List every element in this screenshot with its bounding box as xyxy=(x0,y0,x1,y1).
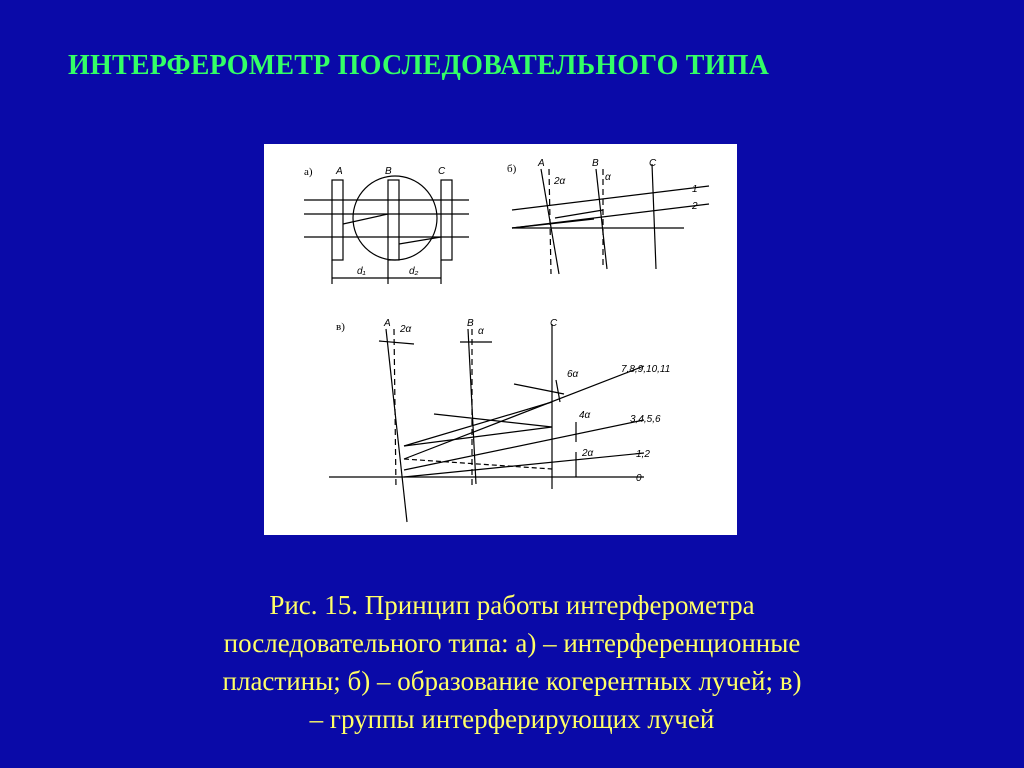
panel-v-angle-4a: 4α xyxy=(579,410,591,421)
panel-a-aperture-circle xyxy=(353,176,437,260)
panel-v-plate-c-label: C xyxy=(550,318,558,329)
panel-v-angle-2a-lower: 2α xyxy=(582,448,594,459)
panel-a-plate-a-label: A xyxy=(336,166,343,177)
panel-a-plate-a xyxy=(332,180,343,260)
panel-v-ray-group-1-2 xyxy=(404,453,644,477)
caption-line-3: пластины; б) – образование когерентных лучей; в) xyxy=(222,666,802,696)
panel-b-plate-b xyxy=(596,169,607,269)
panel-b-plate-c-label: C xyxy=(649,158,657,169)
panel-a-plate-b-label: B xyxy=(385,166,392,177)
panel-a xyxy=(304,166,469,284)
caption-line-1: Рис. 15. Принцип работы интерферометра xyxy=(269,590,755,620)
panel-b-angle-2a: 2α xyxy=(554,176,566,187)
caption-line-4: – группы интерферирующих лучей xyxy=(309,704,715,734)
panel-v-plate-a-label: A xyxy=(384,318,391,329)
panel-b-angle-a: α xyxy=(605,172,611,183)
panel-b-label: б) xyxy=(507,163,517,175)
panel-v-group-3-6-label: 3,4,5,6 xyxy=(630,414,661,425)
panel-v-group-0-label: 0 xyxy=(636,473,642,484)
panel-b-ray-2-label: 2 xyxy=(692,201,698,212)
panel-a-d2-label: d₂ xyxy=(409,266,419,277)
panel-v xyxy=(329,318,670,522)
figure-caption xyxy=(80,586,944,738)
panel-v-group-1-2-label: 1,2 xyxy=(636,449,650,460)
panel-b-plate-c xyxy=(652,164,656,269)
panel-v-label: в) xyxy=(336,321,345,333)
panel-b-plate-a-normal xyxy=(549,169,551,274)
panel-a-reflected-ray xyxy=(343,214,388,224)
panel-v-group-7-11-label: 7,8,9,10,11 xyxy=(621,364,671,375)
panel-b-incident-ray xyxy=(512,219,594,228)
slide-title: ИНТЕРФЕРОМЕТР ПОСЛЕДОВАТЕЛЬНОГО ТИПА xyxy=(68,50,770,81)
panel-a-d1-label: d₁ xyxy=(357,266,366,277)
interferometer-diagram xyxy=(264,144,737,535)
panel-v-angle-mark-a xyxy=(379,341,414,344)
panel-a-plate-b xyxy=(388,180,399,260)
panel-a-reflected-ray-2 xyxy=(399,237,441,244)
panel-a-plate-c xyxy=(441,180,452,260)
panel-b-plate-b-label: B xyxy=(592,158,599,169)
panel-a-label: а) xyxy=(304,166,313,178)
panel-v-angle-6a: 6α xyxy=(567,369,579,380)
interferometer-figure xyxy=(264,144,737,535)
caption-line-2: последовательного типа: а) – интерференционные xyxy=(223,628,801,658)
panel-b-ray-1 xyxy=(512,186,709,210)
panel-a-plate-c-label: C xyxy=(438,166,446,177)
panel-b-plate-a-label: A xyxy=(538,158,545,169)
panel-b-reflected-ray xyxy=(555,210,603,218)
panel-b-ray-1-label: 1 xyxy=(692,184,698,195)
panel-v-plate-b-label: B xyxy=(467,318,474,329)
panel-v-angle-2a: 2α xyxy=(400,324,412,335)
panel-v-plate-a xyxy=(386,329,407,522)
panel-v-angle-a: α xyxy=(478,326,484,337)
panel-b xyxy=(507,158,709,274)
